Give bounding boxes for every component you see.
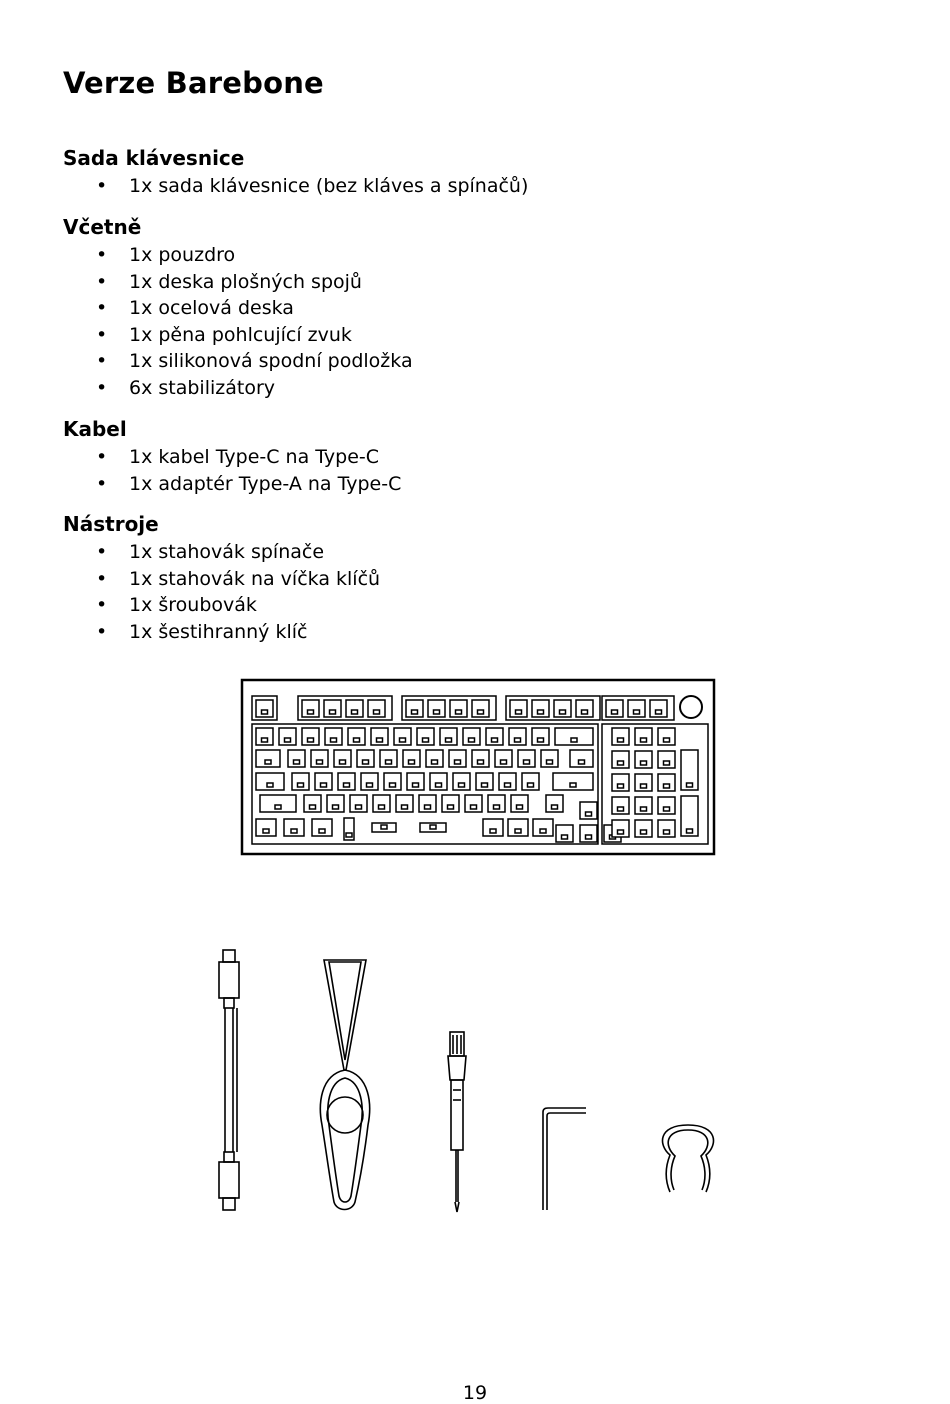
switch-socket-icon <box>501 760 507 764</box>
switch-socket-icon <box>409 760 415 764</box>
switch-socket-icon <box>363 760 369 764</box>
list-item-text: 1x deska plošných spojů <box>129 270 362 293</box>
switch-socket-icon <box>586 835 592 839</box>
switch-socket-icon <box>330 710 336 714</box>
bullet-icon: • <box>96 472 108 495</box>
list-item-text: 6x stabilizátory <box>129 376 276 399</box>
bullet-icon: • <box>96 541 108 563</box>
switch-socket-icon <box>319 829 325 833</box>
switch-socket-icon <box>471 805 477 809</box>
list-item <box>0 173 528 200</box>
switch-socket-icon <box>664 761 670 765</box>
list-item <box>0 566 380 593</box>
switch-socket-icon <box>664 784 670 788</box>
bullet-icon: • <box>96 270 108 293</box>
bullet-icon: • <box>96 594 108 617</box>
bullet-icon: • <box>96 620 108 643</box>
switch-socket-icon <box>267 783 273 787</box>
list-item-text: 1x ocelová deska <box>129 297 294 320</box>
switch-socket-icon <box>400 738 406 742</box>
section-heading-keyboard-kit: Sada klávesnice <box>63 146 245 170</box>
list-item <box>0 269 413 296</box>
bullet-icon: • <box>96 244 108 266</box>
bullet-icon: • <box>96 567 108 590</box>
switch-socket-icon <box>538 738 544 742</box>
hex-key-icon <box>543 1108 586 1210</box>
list-keyboard-kit <box>0 173 528 200</box>
list-tools <box>0 539 380 645</box>
list-item-text: 1x kabel Type-C na Type-C <box>129 446 380 468</box>
list-item-text: 1x sada klávesnice (bez kláves a spínačů) <box>129 175 529 197</box>
keycap-puller-icon <box>320 960 369 1210</box>
list-item-text: 1x šroubovák <box>129 594 257 617</box>
bullet-icon: • <box>96 323 108 346</box>
section-heading-tools: Nástroje <box>63 512 159 536</box>
switch-socket-icon <box>505 783 511 787</box>
switch-socket-icon <box>262 738 268 742</box>
tools-illustration <box>200 940 740 1220</box>
switch-socket-icon <box>490 829 496 833</box>
list-item-text: 1x pouzdro <box>129 244 236 266</box>
switch-socket-icon <box>656 710 662 714</box>
list-item-text: 1x adaptér Type-A na Type-C <box>129 472 402 495</box>
switch-socket-icon <box>344 783 350 787</box>
list-item-text: 1x silikonová spodní podložka <box>129 350 413 373</box>
switch-socket-icon <box>618 761 624 765</box>
switch-socket-icon <box>455 760 461 764</box>
switch-socket-icon <box>570 783 576 787</box>
switch-socket-icon <box>524 760 530 764</box>
switch-socket-icon <box>291 829 297 833</box>
switch-socket-icon <box>641 738 647 742</box>
list-item <box>0 322 413 349</box>
list-item <box>0 619 380 646</box>
switch-socket-icon <box>448 805 454 809</box>
switch-socket-icon <box>482 783 488 787</box>
switch-socket-icon <box>390 783 396 787</box>
section-heading-included: Včetně <box>63 215 142 239</box>
switch-socket-icon <box>434 710 440 714</box>
switch-socket-icon <box>560 710 566 714</box>
switch-socket-icon <box>285 738 291 742</box>
list-item <box>0 348 413 375</box>
switch-socket-icon <box>478 760 484 764</box>
switch-socket-icon <box>386 760 392 764</box>
switch-socket-icon <box>618 784 624 788</box>
keyboard-illustration <box>240 678 718 858</box>
switch-socket-icon <box>413 783 419 787</box>
switch-socket-icon <box>516 710 522 714</box>
switch-socket-icon <box>687 829 693 833</box>
switch-socket-icon <box>641 830 647 834</box>
switch-socket-icon <box>456 710 462 714</box>
list-item <box>0 295 413 322</box>
switch-socket-icon <box>459 783 465 787</box>
switch-socket-icon <box>446 738 452 742</box>
switch-socket-icon <box>582 710 588 714</box>
switch-socket-icon <box>612 710 618 714</box>
bullet-icon: • <box>96 376 108 399</box>
switch-socket-icon <box>579 760 585 764</box>
switch-socket-icon <box>377 738 383 742</box>
switch-socket-icon <box>528 783 534 787</box>
switch-socket-icon <box>618 738 624 742</box>
list-item-text: 1x stahovák na víčka klíčů <box>129 567 381 590</box>
switch-socket-icon <box>352 710 358 714</box>
switch-socket-icon <box>374 710 380 714</box>
page-number: 19 <box>462 1382 488 1404</box>
switch-socket-icon <box>664 830 670 834</box>
switch-socket-icon <box>436 783 442 787</box>
switch-socket-icon <box>469 738 475 742</box>
switch-socket-icon <box>478 710 484 714</box>
screwdriver-icon <box>448 1032 466 1212</box>
switch-socket-icon <box>515 829 521 833</box>
switch-socket-icon <box>687 783 693 787</box>
list-item-text: 1x šestihranný klíč <box>129 620 308 643</box>
list-item <box>0 242 413 269</box>
switch-socket-icon <box>494 805 500 809</box>
switch-socket-icon <box>664 738 670 742</box>
switch-socket-icon <box>432 760 438 764</box>
switch-socket-icon <box>298 783 304 787</box>
switch-socket-icon <box>354 738 360 742</box>
switch-socket-icon <box>538 710 544 714</box>
switch-socket-icon <box>356 805 362 809</box>
switch-socket-icon <box>571 738 577 742</box>
switch-socket-icon <box>263 829 269 833</box>
switch-socket-icon <box>515 738 521 742</box>
list-item-text: 1x stahovák spínače <box>129 541 325 563</box>
switch-socket-icon <box>308 710 314 714</box>
switch-socket-icon <box>618 830 624 834</box>
bullet-icon: • <box>96 446 108 468</box>
switch-socket-icon <box>331 738 337 742</box>
switch-socket-icon <box>346 833 352 837</box>
switch-socket-icon <box>664 807 670 811</box>
switch-socket-icon <box>321 783 327 787</box>
switch-socket-icon <box>333 805 339 809</box>
page-title: Verze Barebone <box>63 66 324 100</box>
list-item <box>0 539 380 566</box>
switch-socket-icon <box>262 710 268 714</box>
switch-socket-icon <box>425 805 431 809</box>
section-heading-cable: Kabel <box>63 417 127 441</box>
switch-socket-icon <box>562 835 568 839</box>
switch-socket-icon <box>641 807 647 811</box>
knob-icon <box>680 696 702 718</box>
switch-socket-icon <box>412 710 418 714</box>
switch-socket-icon <box>402 805 408 809</box>
switch-socket-icon <box>552 805 558 809</box>
list-included <box>0 242 413 402</box>
switch-socket-icon <box>381 825 387 829</box>
list-item <box>0 444 401 471</box>
list-cable <box>0 444 401 497</box>
list-item <box>0 375 413 402</box>
switch-puller-icon <box>663 1125 714 1192</box>
switch-socket-icon <box>492 738 498 742</box>
switch-socket-icon <box>308 738 314 742</box>
switch-socket-icon <box>294 760 300 764</box>
bullet-icon: • <box>96 175 108 197</box>
bullet-icon: • <box>96 350 108 373</box>
switch-socket-icon <box>547 760 553 764</box>
switch-socket-icon <box>265 760 271 764</box>
switch-socket-icon <box>618 807 624 811</box>
switch-socket-icon <box>540 829 546 833</box>
switch-socket-icon <box>367 783 373 787</box>
switch-socket-icon <box>340 760 346 764</box>
cable-icon <box>219 950 239 1210</box>
switch-socket-icon <box>586 812 592 816</box>
switch-socket-icon <box>517 805 523 809</box>
switch-socket-icon <box>275 805 281 809</box>
list-item <box>0 592 380 619</box>
switch-socket-icon <box>634 710 640 714</box>
switch-socket-icon <box>317 760 323 764</box>
switch-socket-icon <box>641 761 647 765</box>
switch-socket-icon <box>641 784 647 788</box>
bullet-icon: • <box>96 297 108 320</box>
list-item-text: 1x pěna pohlcující zvuk <box>129 323 352 346</box>
switch-socket-icon <box>379 805 385 809</box>
switch-socket-icon <box>430 825 436 829</box>
list-item <box>0 471 401 498</box>
switch-socket-icon <box>310 805 316 809</box>
switch-socket-icon <box>423 738 429 742</box>
